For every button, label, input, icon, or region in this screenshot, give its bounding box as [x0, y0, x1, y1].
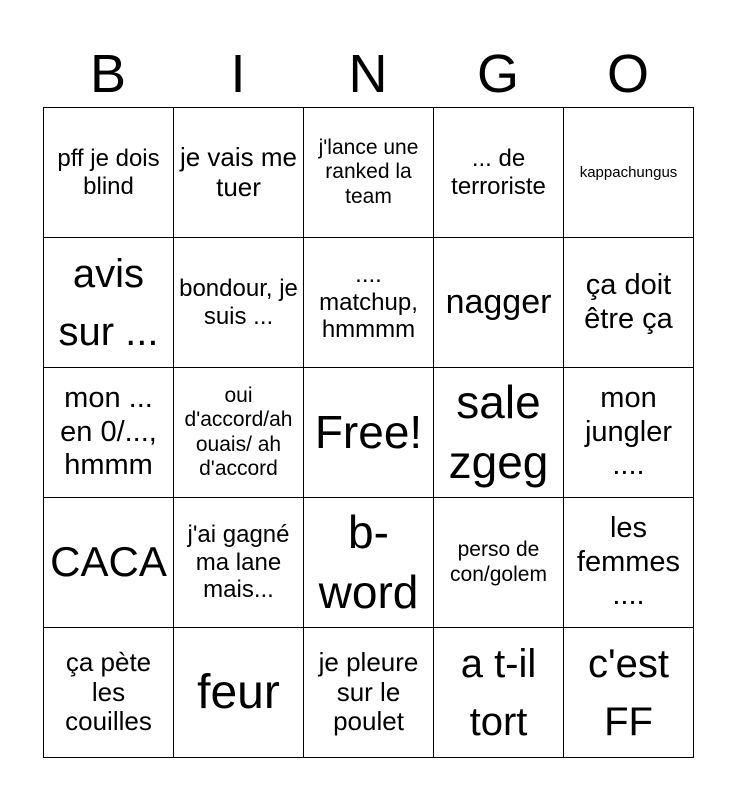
bingo-cell[interactable]: feur [174, 628, 304, 758]
board-row-2 [44, 238, 694, 368]
bingo-cell[interactable]: mon jungler .... [564, 368, 694, 498]
bingo-header [43, 42, 693, 106]
bingo-cell[interactable]: les femmes .... [564, 498, 694, 628]
bingo-cell[interactable]: c'est FF [564, 628, 694, 758]
board-row-5 [44, 628, 694, 758]
bingo-cell[interactable]: ça doit être ça [564, 238, 694, 368]
free-space-cell[interactable]: Free! [304, 368, 434, 498]
bingo-cell[interactable]: pff je dois blind [44, 108, 174, 238]
bingo-board [43, 107, 694, 758]
board-row-3 [44, 368, 694, 498]
bingo-cell[interactable]: j'ai gagné ma lane mais... [174, 498, 304, 628]
bingo-cell[interactable]: ça pète les couilles [44, 628, 174, 758]
bingo-cell[interactable]: oui d'accord/ah ouais/ ah d'accord [174, 368, 304, 498]
bingo-cell[interactable]: perso de con/golem [434, 498, 564, 628]
bingo-cell[interactable]: avis sur ... [44, 238, 174, 368]
bingo-cell[interactable]: j'lance une ranked la team [304, 108, 434, 238]
board-row-4 [44, 498, 694, 628]
board-row-1 [44, 108, 694, 238]
bingo-cell[interactable]: b-word [304, 498, 434, 628]
bingo-cell[interactable]: je vais me tuer [174, 108, 304, 238]
bingo-cell[interactable]: a t-il tort [434, 628, 564, 758]
bingo-cell[interactable]: sale zgeg [434, 368, 564, 498]
bingo-cell[interactable]: mon ... en 0/..., hmmm [44, 368, 174, 498]
bingo-cell[interactable]: CACA [44, 498, 174, 628]
bingo-cell[interactable]: bondour, je suis ... [174, 238, 304, 368]
header-letter-o: O [606, 44, 649, 104]
bingo-cell[interactable]: nagger [434, 238, 564, 368]
header-letter-g: G [476, 44, 519, 104]
header-letter-b: B [89, 44, 127, 104]
header-letter-n: N [348, 44, 388, 104]
bingo-cell[interactable]: ... de terroriste [434, 108, 564, 238]
bingo-cell[interactable]: .... matchup, hmmmm [304, 238, 434, 368]
bingo-cell[interactable]: je pleure sur le poulet [304, 628, 434, 758]
bingo-cell[interactable]: kappachungus [564, 108, 694, 238]
header-letter-i: I [230, 44, 246, 104]
